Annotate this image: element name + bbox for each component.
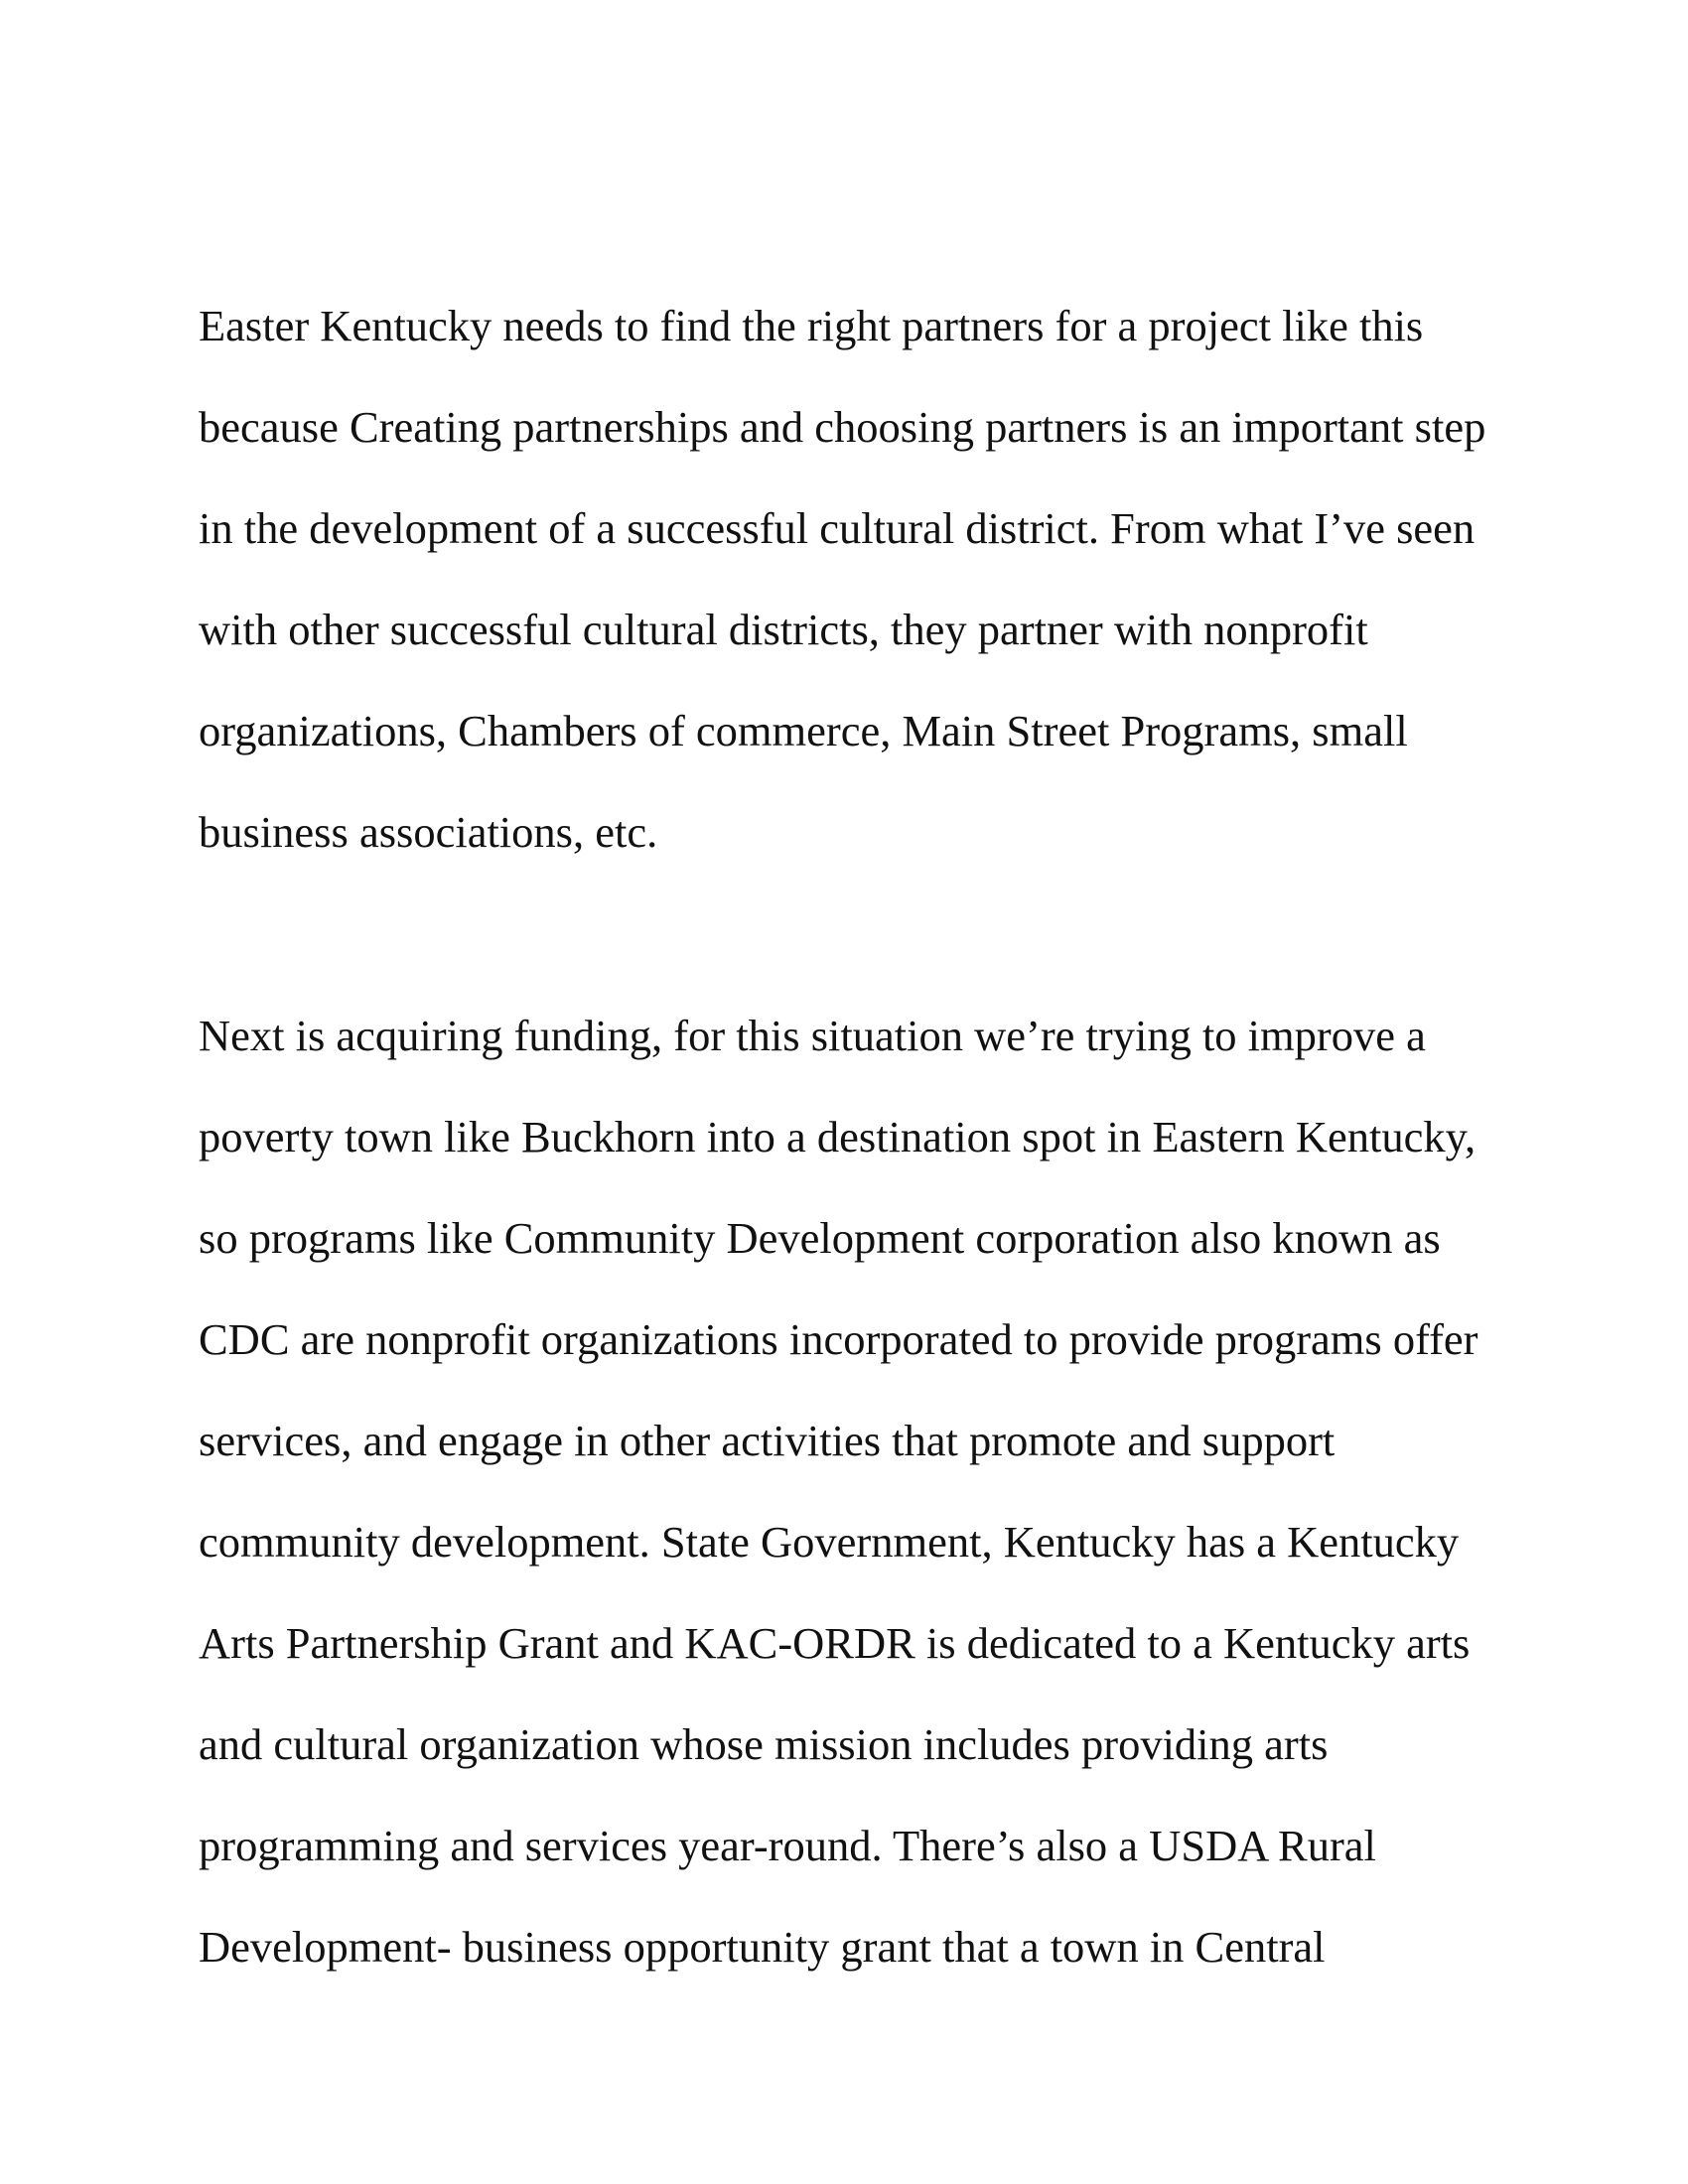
text-line: programming and services year-round. There’s also a USDA Rural (199, 1821, 1376, 1870)
text-line: Arts Partnership Grant and KAC-ORDR is dedicated to a Kentucky arts (199, 1618, 1471, 1668)
text-line: organizations, Chambers of commerce, Main Street Programs, small (199, 706, 1408, 755)
text-line: services, and engage in other activities that promote and support (199, 1416, 1336, 1465)
text-line: so programs like Community Development corporation also known as (199, 1213, 1441, 1263)
text-line: with other successful cultural districts, they partner with nonprofit (199, 605, 1368, 654)
text-line: Easter Kentucky needs to find the right partners for a project like this (199, 301, 1424, 350)
text-line: because Creating partnerships and choosing partners is an important step (199, 402, 1486, 452)
text-line: community development. State Government, Kentucky has a Kentucky (199, 1517, 1460, 1567)
text-line: Next is acquiring funding, for this situation we’re trying to improve a (199, 1011, 1426, 1060)
text-line: Development- business opportunity grant that a town in Central (199, 1922, 1326, 1972)
text-line: and cultural organization whose mission includes providing arts (199, 1719, 1329, 1769)
text-line: poverty town like Buckhorn into a destination spot in Eastern Kentucky, (199, 1112, 1477, 1161)
text-line: business associations, etc. (199, 807, 658, 857)
text-line: CDC are nonprofit organizations incorporated to provide programs offer (199, 1314, 1478, 1364)
text-line: in the development of a successful cultural district. From what I’ve seen (199, 503, 1476, 553)
